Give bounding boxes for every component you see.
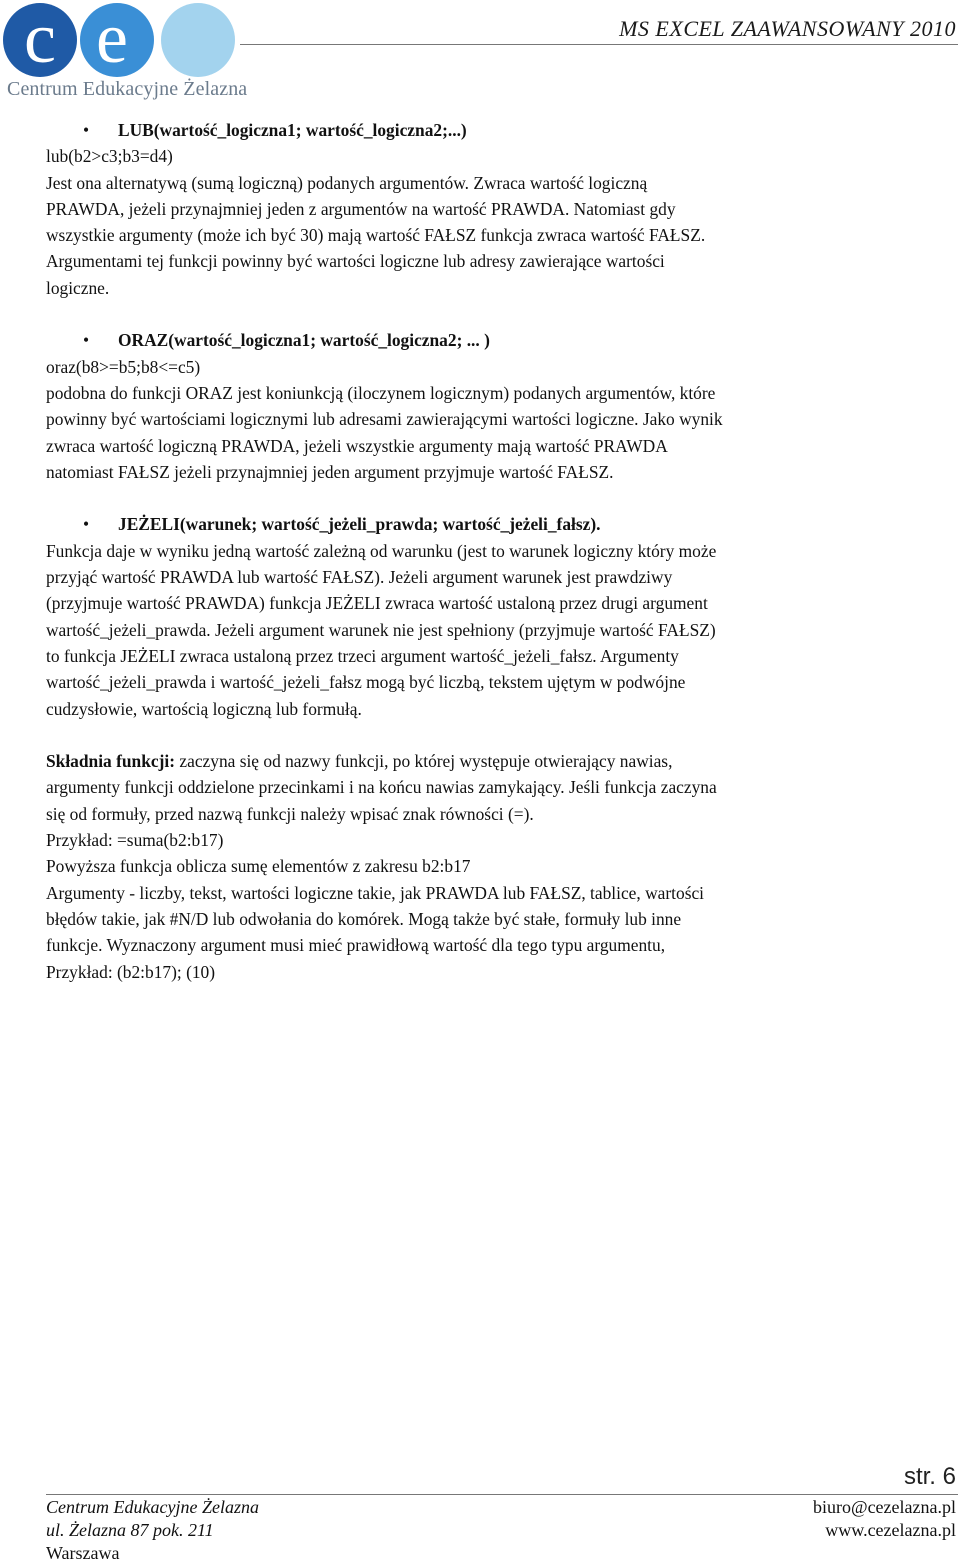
syntax-label: Składnia funkcji: [46,751,176,772]
page-header [0,0,960,108]
footer-city: Warszawa [46,1543,120,1563]
text-line: Przykład: =suma(b2:b17) [46,830,224,851]
text-line: Jest ona alternatywą (sumą logiczną) podanych argumentów. Zwraca wartość logiczną [46,172,648,193]
text-line: wszystkie argumenty (może ich być 30) mają wartość FAŁSZ funkcja zwraca wartość FAŁSZ. [46,225,706,246]
text-line: Argumenty - liczby, tekst, wartości logiczne takie, jak PRAWDA lub FAŁSZ, tablice, wartości [46,882,705,903]
footer-street: ul. Żelazna 87 pok. 211 [46,1520,214,1540]
text-line: wartość_jeżeli_prawda. Jeżeli argument warunek nie jest spełniony (przyjmuje wartość FAŁSZ) [46,619,716,640]
header-divider [240,44,958,45]
logo-caption: Centrum Edukacyjne Żelazna [7,78,248,100]
section-lub [46,117,846,301]
text-line: przyjąć wartość PRAWDA lub wartość FAŁSZ). Jeżeli argument warunek jest prawdziwy [46,567,673,588]
footer-org-name: Centrum Edukacyjne Żelazna [46,1497,259,1517]
text-line: podobna do funkcji ORAZ jest koniunkcją (iloczynem logicznym) podanych argumentów, które [46,382,716,403]
text-line: powinny być wartościami logicznymi lub adresami zawierającymi wartości logiczne. Jako wynik [46,409,723,430]
text-line: (przyjmuje wartość PRAWDA) funkcja JEŻELI zwraca wartość ustaloną przez drugi argument [46,593,708,614]
page-number: str. 6 [903,1463,956,1490]
bullet-icon: • [83,120,90,140]
company-logo [0,0,248,105]
svg-text:e: e [96,0,128,78]
function-heading-lub: • LUB(wartość_logiczna1; wartość_logiczna2;...) [46,117,846,143]
text-line: PRAWDA, jeżeli przynajmniej jeden z argumentów na wartość PRAWDA. Natomiast gdy [46,198,676,219]
text-line: argumenty funkcji oddzielone przecinkami i na końcu nawias zamykający. Jeśli funkcja zaczyna [46,777,717,798]
footer-contact [813,1496,956,1542]
section-skladnia [46,748,846,985]
footer-website: www.cezelazna.pl [825,1520,956,1540]
text-line: Przykład: (b2:b17); (10) [46,961,216,982]
function-heading-oraz: • ORAZ(wartość_logiczna1; wartość_logiczna2; ... ) [46,327,846,353]
function-heading-jezeli: • JEŻELI(warunek; wartość_jeżeli_prawda; wartość_jeżeli_fałsz). [46,511,846,537]
example-formula: lub(b2>c3;b3=d4) [46,146,173,167]
svg-text:c: c [24,0,56,78]
text-line: natomiast FAŁSZ jeżeli przynajmniej jeden argument przyjmuje wartość FAŁSZ. [46,461,614,482]
page-content [46,117,846,1011]
example-formula: oraz(b8>=b5;b8<=c5) [46,356,201,377]
text-line: Argumentami tej funkcji powinny być wartości logiczne lub adresy zawierające wartości [46,251,665,272]
text-line: cudzysłowie, wartością logiczną lub formułą. [46,698,362,719]
text-line: Powyższa funkcja oblicza sumę elementów z zakresu b2:b17 [46,856,471,877]
bullet-icon: • [83,514,90,535]
text-line: się od formuły, przed nazwą funkcji należy wpisać znak równości (=). [46,803,534,824]
document-title: MS EXCEL ZAAWANSOWANY 2010 [619,16,956,41]
footer-address [46,1496,259,1565]
bullet-icon: • [83,330,90,351]
footer-email: biuro@cezelazna.pl [813,1497,956,1517]
section-oraz [46,327,846,485]
text-line: zwraca wartość logiczną PRAWDA, jeżeli wszystkie argumenty mają wartość PRAWDA [46,435,668,456]
text-line: to funkcja JEŻELI zwraca ustaloną przez trzeci argument wartość_jeżeli_fałsz. Argumenty [46,645,679,666]
footer-divider [46,1494,958,1495]
section-jezeli [46,511,846,721]
text-line: wartość_jeżeli_prawda i wartość_jeżeli_fałsz mogą być liczbą, tekstem ujętym w podwójne [46,672,686,693]
text-line: Funkcja daje w wyniku jedną wartość zależną od warunku (jest to warunek logiczny który może [46,540,717,561]
text-line: funkcje. Wyznaczony argument musi mieć prawidłową wartość dla tego typu argumentu, [46,935,666,956]
text-line: Składnia funkcji: zaczyna się od nazwy funkcji, po której występuje otwierający nawias, [46,751,673,772]
logo-circles-icon [0,0,245,80]
text-line: błędów takie, jak #N/D lub odwołania do komórek. Mogą także być stałe, formuły lub inne [46,908,682,929]
text-line: logiczne. [46,277,110,298]
